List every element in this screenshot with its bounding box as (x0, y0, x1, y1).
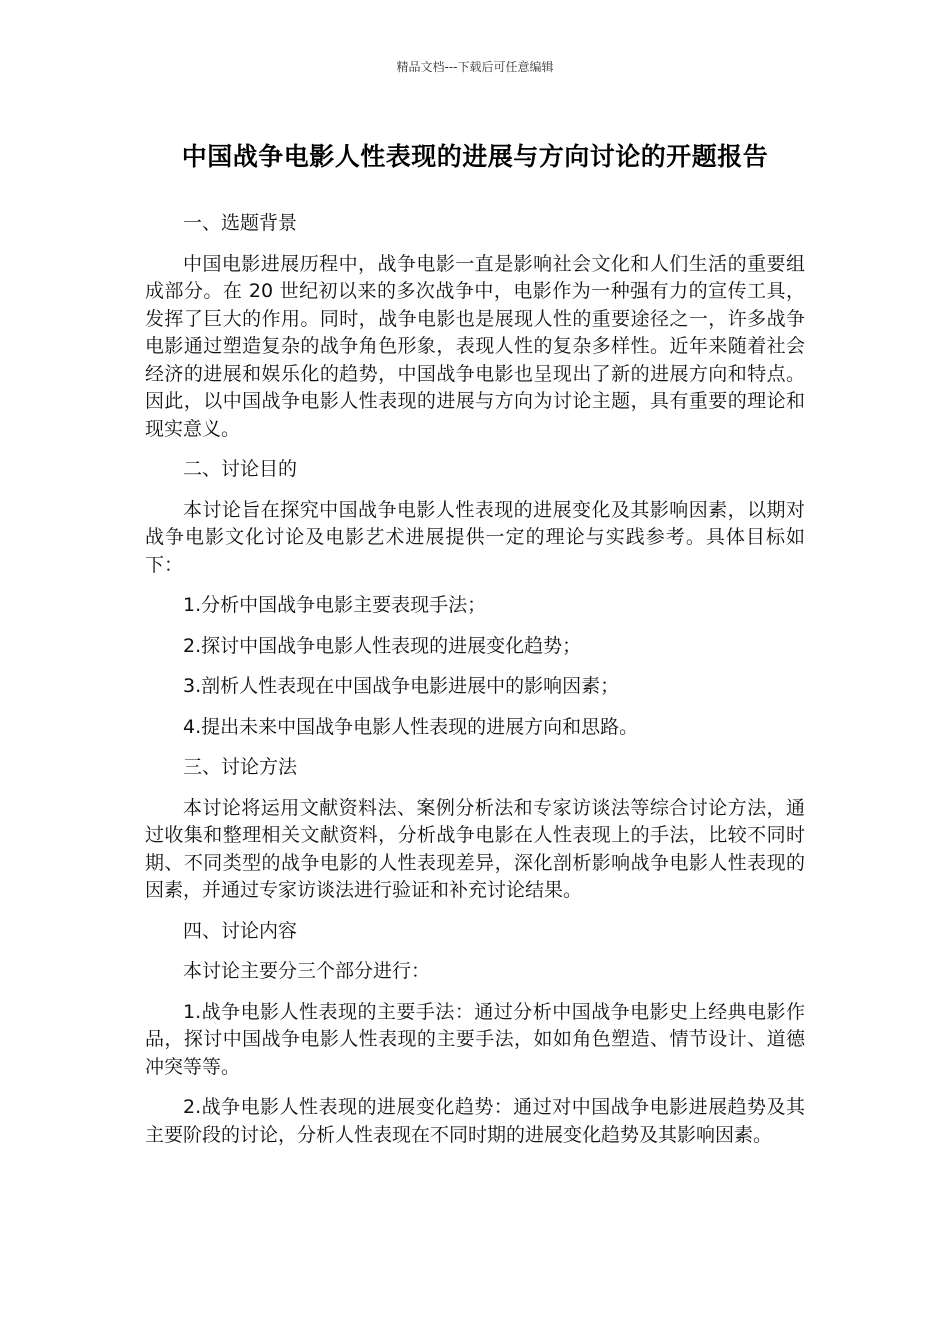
section-heading: 四、讨论内容 (183, 919, 298, 942)
paragraph: 1.战争电影人性表现的主要手法：通过分析中国战争电影史上经典电影作品，探讨中国战争电影人性表现的主要手法，如如角色塑造、情节设计、道德冲突等等。 (145, 1000, 805, 1078)
section-heading: 一、选题背景 (183, 212, 298, 234)
list-item: 2.探讨中国战争电影人性表现的进展变化趋势； (183, 634, 582, 657)
paragraph: 本讨论主要分三个部分进行： (183, 960, 431, 982)
list-item: 4.提出未来中国战争电影人性表现的进展方向和思路。 (183, 715, 639, 738)
page-header: 精品文档---下载后可任意编辑 (396, 60, 554, 74)
list-item: 3.剖析人性表现在中国战争电影进展中的影响因素； (183, 675, 620, 697)
paragraph: 2.战争电影人性表现的进展变化趋势：通过对中国战争电影进展趋势及其主要阶段的讨论，分析人性表现在不同时期的进展变化趋势及其影响因素。 (145, 1096, 805, 1146)
paragraph: 本讨论将运用文献资料法、案例分析法和专家访谈法等综合讨论方法，通过收集和整理相关文献资料，分析战争电影在人性表现上的手法，比较不同时期、不同类型的战争电影的人性表现差异，深化剖析影响战争电影人性表现的因素，并通过专家访谈法进行验证和补充讨论结果。 (145, 796, 805, 901)
section-heading: 三、讨论方法 (183, 756, 298, 778)
paragraph: 中国电影进展历程中，战争电影一直是影响社会文化和人们生活的重要组成部分。在 20 世纪初以来的多次战争中，电影作为一种强有力的宣传工具，发挥了巨大的作用。同时，战争电影也是展现人性的重要途径之一，许多战争电影通过塑造复杂的战争角色形象，表现人性的复杂多样性。近年来随着社会经济的进展和娱乐化的趋势，中国战争电影也呈现出了新的进展方向和特点。因此，以中国战争电影人性表现的进展与方向为讨论主题，具有重要的理论和现实意义。 (145, 252, 805, 440)
list-item: 1.分析中国战争电影主要表现手法； (183, 594, 487, 616)
document-title: 中国战争电影人性表现的进展与方向讨论的开题报告 (181, 142, 769, 171)
paragraph: 本讨论旨在探究中国战争电影人性表现的进展变化及其影响因素，以期对战争电影文化讨论及电影艺术进展提供一定的理论与实践参考。具体目标如下： (145, 498, 805, 576)
section-heading: 二、讨论目的 (183, 458, 298, 480)
document-body (145, 210, 805, 1162)
